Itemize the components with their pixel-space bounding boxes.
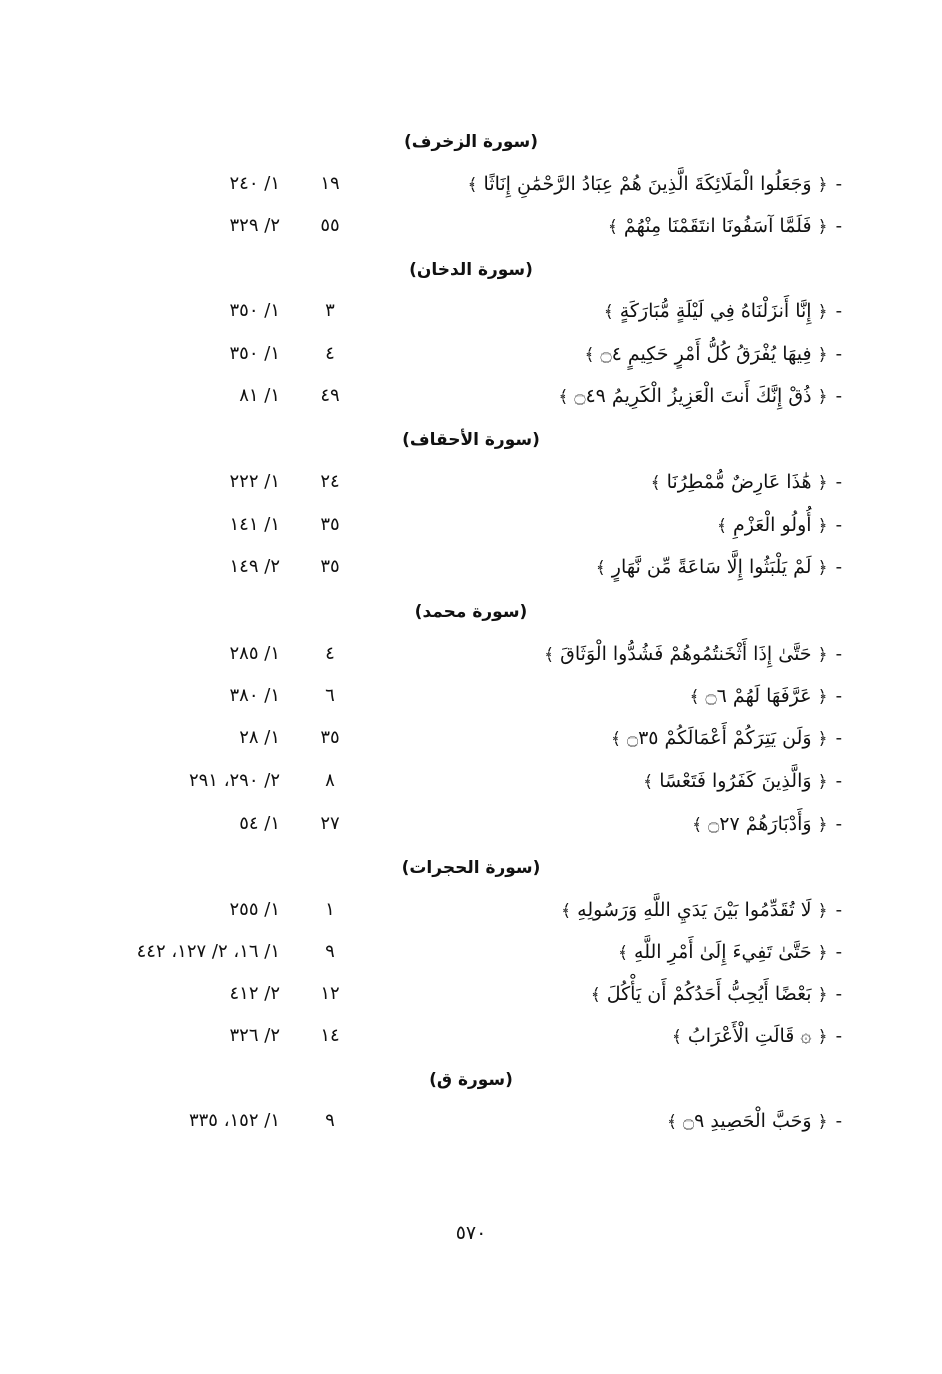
ayah-number: ٥٥ <box>320 215 340 236</box>
verse-text: -﴿ فِيهَا يُفْرَقُ كُلُّ أَمْرٍ حَكِيمٍ ۝٤ ﴾ <box>584 343 842 365</box>
verse-text: -﴿ هَٰذَا عَارِضٌ مُّمْطِرُنَا ﴾ <box>650 471 842 493</box>
page-reference: ١/ ٢٨ <box>239 727 280 748</box>
ayah-number: ٩ <box>325 1110 335 1131</box>
ayah-number: ٢٤ <box>320 471 340 492</box>
ayah-number: ٣٥ <box>320 514 340 535</box>
page-reference: ١/ ٢٨٥ <box>229 643 280 664</box>
page-number: ٥٧٠ <box>455 1222 487 1244</box>
page-reference: ١/ ١٦، ٢/ ١٢٧، ٤٤٢ <box>136 941 280 962</box>
verse-text: -﴿ وَحَبَّ الْحَصِيدِ ۝٩ ﴾ <box>667 1110 842 1132</box>
ayah-number: ٦ <box>325 685 335 706</box>
verse-text: -﴿ وَجَعَلُوا الْمَلَائِكَةَ الَّذِينَ هُمْ عِبَادُ الرَّحْمَٰنِ إِنَاثًا ﴾ <box>467 173 842 195</box>
verse-row <box>0 550 942 586</box>
verse-text: -﴿ فَلَمَّا آسَفُونَا انتَقَمْنَا مِنْهُمْ ﴾ <box>607 215 842 237</box>
page-reference: ٢/ ٢٩٠، ٢٩١ <box>188 770 280 791</box>
ayah-number: ٩ <box>325 941 335 962</box>
verse-text: -﴿ لَا تُقَدِّمُوا بَيْنَ يَدَيِ اللَّهِ وَرَسُولِهِ ﴾ <box>561 899 842 921</box>
verse-row <box>0 209 942 245</box>
surah-heading: (سورة الحجرات) <box>401 858 541 878</box>
page-reference: ٢/ ١٤٩ <box>229 556 280 577</box>
surah-heading: (سورة الدخان) <box>409 260 533 280</box>
ayah-number: ٣٥ <box>320 556 340 577</box>
page-reference: ١/ ٣٥٠ <box>229 300 280 321</box>
ayah-number: ١ <box>325 899 335 920</box>
page-reference: ٢/ ٤١٢ <box>229 983 280 1004</box>
surah-heading: (سورة محمد) <box>414 602 528 622</box>
verse-row <box>0 337 942 373</box>
verse-row <box>0 935 942 971</box>
surah-heading: (سورة الزخرف) <box>403 132 539 152</box>
verse-row <box>0 893 942 929</box>
verse-row <box>0 167 942 203</box>
verse-text: -﴿ إِنَّا أَنزَلْنَاهُ فِي لَيْلَةٍ مُّبَارَكَةٍ ﴾ <box>603 300 842 322</box>
verse-text: -﴿ وَلَن يَتِرَكُمْ أَعْمَالَكُمْ ۝٣٥ ﴾ <box>610 727 842 749</box>
page-reference: ٢/ ٣٢٦ <box>229 1025 280 1046</box>
ayah-number: ٤٩ <box>320 385 340 406</box>
surah-heading: (سورة الأحقاف) <box>402 430 540 450</box>
verse-row <box>0 721 942 757</box>
ayah-number: ٨ <box>325 770 335 791</box>
verse-text: -﴿ وَأَدْبَارَهُمْ ۝٢٧ ﴾ <box>692 813 842 835</box>
verse-text: -﴿ أُولُو الْعَزْمِ ﴾ <box>716 514 842 536</box>
ayah-number: ٤ <box>325 343 335 364</box>
verse-text: -﴿ ذُقْ إِنَّكَ أَنتَ الْعَزِيزُ الْكَرِيمُ ۝٤٩ ﴾ <box>558 385 842 407</box>
ayah-number: ٣٥ <box>320 727 340 748</box>
ayah-number: ٤ <box>325 643 335 664</box>
verse-text: -﴿ بَعْضًا أَيُحِبُّ أَحَدُكُمْ أَن يَأْكُلَ ﴾ <box>590 983 842 1005</box>
ayah-number: ١٩ <box>320 173 340 194</box>
page-reference: ٢/ ٣٢٩ <box>229 215 280 236</box>
verse-text: -﴿ حَتَّىٰ إِذَا أَثْخَنتُمُوهُمْ فَشُدُّوا الْوَثَاقَ ﴾ <box>544 643 842 665</box>
page-reference: ١/ ٥٤ <box>239 813 280 834</box>
verse-row <box>0 679 942 715</box>
verse-row <box>0 379 942 415</box>
page-reference: ١/ ١٥٢، ٣٣٥ <box>188 1110 280 1131</box>
verse-row <box>0 294 942 330</box>
ayah-number: ١٢ <box>320 983 340 1004</box>
verse-row <box>0 465 942 501</box>
verse-row <box>0 508 942 544</box>
page-reference: ١/ ٨١ <box>239 385 280 406</box>
ayah-number: ٢٧ <box>320 813 340 834</box>
page-reference: ١/ ١٤١ <box>229 514 280 535</box>
page-reference: ١/ ٢٤٠ <box>229 173 280 194</box>
ayah-number: ٣ <box>325 300 335 321</box>
verse-row <box>0 637 942 673</box>
verse-text: -﴿ ۞ قَالَتِ الْأَعْرَابُ ﴾ <box>671 1025 842 1047</box>
ayah-number: ١٤ <box>320 1025 340 1046</box>
verse-text: -﴿ حَتَّىٰ تَفِيءَ إِلَىٰ أَمْرِ اللَّهِ ﴾ <box>618 941 842 963</box>
verse-row <box>0 807 942 843</box>
verse-row <box>0 977 942 1013</box>
verse-text: -﴿ عَرَّفَهَا لَهُمْ ۝٦ ﴾ <box>689 685 842 707</box>
page-reference: ١/ ٣٥٠ <box>229 343 280 364</box>
page-reference: ١/ ٢٢٢ <box>229 471 280 492</box>
verse-text: -﴿ لَمْ يَلْبَثُوا إِلَّا سَاعَةً مِّن نَّهَارٍ ﴾ <box>595 556 842 578</box>
verse-row <box>0 764 942 800</box>
page-reference: ١/ ٣٨٠ <box>229 685 280 706</box>
surah-heading: (سورة ق) <box>429 1070 513 1090</box>
verse-text: -﴿ وَالَّذِينَ كَفَرُوا فَتَعْسًا ﴾ <box>643 770 842 792</box>
page-reference: ١/ ٢٥٥ <box>229 899 280 920</box>
verse-row <box>0 1019 942 1055</box>
verse-row <box>0 1104 942 1140</box>
